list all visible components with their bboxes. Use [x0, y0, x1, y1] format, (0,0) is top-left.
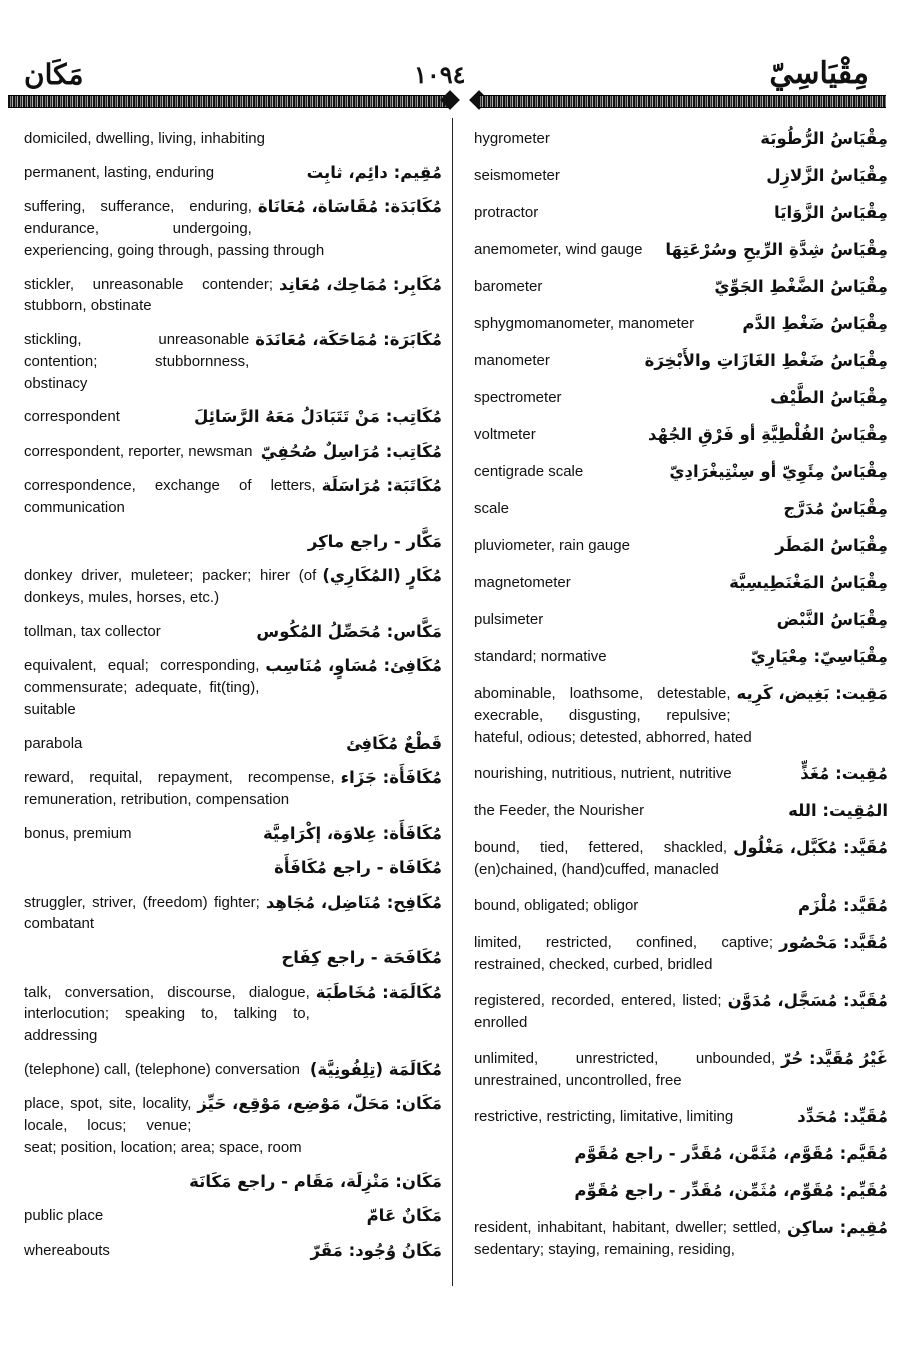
dictionary-entry — [474, 932, 888, 976]
dictionary-entry — [24, 823, 442, 846]
dictionary-entry — [474, 1180, 888, 1203]
arabic-headword: مَكَان: مَنْزِلَة، مَقَام - راجع مَكَانَة — [189, 1171, 442, 1191]
english-definition: hygrometer — [474, 130, 550, 147]
dictionary-entry — [474, 313, 888, 336]
dictionary-entry — [24, 196, 442, 261]
english-definition: correspondent — [24, 408, 120, 426]
english-definition: equivalent, equal; corresponding, commensurate; adequate, fit(ting), suitable — [24, 657, 260, 718]
english-definition: (telephone) call, (telephone) conversation — [24, 1060, 300, 1078]
dictionary-entry — [474, 239, 888, 262]
english-definition: public place — [24, 1207, 104, 1224]
dictionary-entry — [24, 565, 442, 609]
dictionary-entry — [474, 646, 888, 669]
dictionary-entry — [474, 763, 888, 786]
arabic-headword: مِقْيَاسٌ مُدَرَّج — [783, 499, 888, 518]
arabic-headword: مُكَافَاة - راجع مُكَافَأَة — [274, 858, 442, 877]
arabic-headword: مُقَيَّد: مَحْصُور — [779, 932, 888, 952]
english-definition: parabola — [24, 734, 83, 752]
english-definition: the Feeder, the Nourisher — [474, 801, 645, 819]
dictionary-entry — [474, 535, 888, 558]
arabic-headword: مُكَالَمَة: مُخَاطَبَة — [315, 982, 442, 1002]
english-definition: stickling, unreasonable contention; stubbornness, obstinacy — [24, 331, 250, 392]
arabic-headword: مُقِيم: دائِم، ثابِت — [306, 162, 442, 182]
arabic-headword: مِقْيَاسُ الرُّطُوبَة — [760, 129, 888, 148]
english-definition: bonus, premium — [24, 824, 132, 842]
arabic-headword: مُكَابِر: مُمَاحِك، مُعَانِد — [278, 274, 442, 294]
dictionary-entry — [24, 128, 442, 150]
arabic-headword: مِقْيَاسُ النَّبْض — [776, 610, 888, 629]
dictionary-entry — [474, 990, 888, 1034]
english-definition: domiciled, dwelling, living, inhabiting — [24, 130, 265, 147]
arabic-headword: مُكَاتِب: مُرَاسِلٌ صُحُفِيّ — [260, 441, 442, 461]
arabic-headword: مَكَّاس: مُحَصِّلُ المُكُوس — [256, 621, 442, 641]
arabic-headword: مِقْيَاسٌ مِئَوِيّ أو سِنْتِيغْرَادِيّ — [669, 462, 888, 481]
arabic-headword: المُقِيت: الله — [788, 800, 888, 820]
english-definition: suffering, sufferance, enduring, endurance, undergoing, experiencing, going through, passing through — [24, 198, 325, 259]
dictionary-entry — [474, 276, 888, 299]
english-definition: whereabouts — [24, 1241, 110, 1259]
dictionary-entry — [474, 202, 888, 225]
english-definition: magnetometer — [474, 574, 571, 591]
dictionary-entry — [474, 1048, 888, 1092]
header-right-word: مِقْيَاسِيّ — [769, 56, 869, 91]
english-definition: place, spot, site, locality, locale, locus; venue; seat; position, location; area; space, room — [24, 1095, 302, 1156]
arabic-headword: مُكَابَرَة: مُمَاحَكَة، مُعَانَدَة — [255, 330, 442, 349]
arabic-headword: مُكَابَدَة: مُقَاسَاة، مُعَانَاة — [257, 197, 442, 217]
arabic-headword: مُقَيَّد: مُكَبَّل، مَغْلُول — [733, 837, 888, 857]
dictionary-entry — [24, 982, 442, 1047]
dictionary-entry — [24, 767, 442, 811]
arabic-headword: مُقَيِّم: مُقَوِّم، مُثَمِّن، مُقَدِّر - راجع مُقَوِّم — [574, 1180, 888, 1200]
english-definition: resident, inhabitant, habitant, dweller; settled, sedentary; staying, remaining, residing, — [474, 1218, 782, 1258]
arabic-headword: مَكَانُ وُجُود: مَقَرّ — [310, 1240, 442, 1260]
english-definition: restrictive, restricting, limitative, limiting — [474, 1107, 734, 1125]
arabic-headword: مَقِيت: بَغِيض، كَرِيه — [736, 684, 888, 703]
english-definition: correspondent, reporter, newsman — [24, 442, 253, 460]
english-definition: scale — [474, 500, 510, 517]
arabic-headword: مِقْيَاسُ المَطَر — [775, 536, 888, 555]
arabic-headword: غَيْرُ مُقَيَّد: حُرّ — [781, 1048, 888, 1068]
arabic-headword: مُكَافِح: مُنَاضِل، مُجَاهِد — [265, 892, 442, 912]
dictionary-entry — [474, 800, 888, 823]
header-rule-left — [8, 95, 448, 108]
dictionary-entry — [24, 655, 442, 720]
arabic-headword: مُقَيَّد: مُسَجَّل، مُدَوَّن — [727, 990, 888, 1010]
english-definition: abominable, loathsome, detestable, execrable, disgusting, repulsive; hateful, odious; detested, abhorred, hated — [474, 685, 752, 746]
dictionary-entry — [474, 683, 888, 748]
english-definition: reward, requital, repayment, recompense, remuneration, retribution, compensation — [24, 769, 335, 808]
dictionary-entry — [24, 162, 442, 185]
arabic-headword: مَكَّار - راجع ماكِر — [307, 531, 442, 551]
english-definition: struggler, striver, (freedom) fighter; combatant — [24, 893, 260, 933]
english-definition: talk, conversation, discourse, dialogue, interlocution; speaking to, talking to, addressing — [24, 983, 310, 1044]
english-definition: sphygmomanometer, manometer — [474, 315, 695, 332]
english-definition: protractor — [474, 204, 539, 221]
arabic-headword: مُكَاتَبَة: مُرَاسَلَة — [321, 476, 442, 496]
header-rule-right — [478, 95, 886, 108]
english-definition: bound, obligated; obligor — [474, 896, 639, 914]
dictionary-entry — [24, 531, 442, 554]
english-definition: voltmeter — [474, 426, 536, 443]
english-definition: centigrade scale — [474, 463, 584, 480]
dictionary-entry — [474, 1143, 888, 1166]
dictionary-entry — [474, 387, 888, 410]
arabic-headword: مَكَان: مَحَلّ، مَوْضِع، مَوْقِع، حَيِّز — [197, 1094, 442, 1114]
dictionary-entry — [24, 1059, 442, 1082]
dictionary-entry — [24, 406, 442, 429]
right-column — [474, 128, 888, 1275]
column-divider — [452, 118, 453, 1286]
arabic-headword: مُكَافِئ: مُسَاوٍ، مُنَاسِب — [265, 656, 442, 676]
arabic-headword: مَكَانٌ عَامّ — [366, 1206, 442, 1225]
dictionary-entry — [24, 947, 442, 970]
dictionary-entry — [24, 733, 442, 756]
arabic-headword: مِقْيَاسُ شِدَّةِ الرِّيحِ وسُرْعَتِهَا — [665, 240, 888, 259]
header-left-word: مَكَان — [24, 58, 84, 91]
english-definition: permanent, lasting, enduring — [24, 163, 215, 181]
english-definition: manometer — [474, 352, 550, 369]
dictionary-entry — [474, 572, 888, 595]
left-column — [24, 128, 442, 1274]
arabic-headword: مُكَافَحَة - راجع كِفَاح — [281, 948, 442, 967]
arabic-headword: مِقْيَاسُ الضَّغْطِ الجَوِّيّ — [714, 277, 888, 296]
arabic-headword: مِقْيَاسُ ضَغْطِ الدَّم — [742, 314, 888, 333]
arabic-headword: مِقْيَاسُ المَغْنَطِيسِيَّة — [729, 573, 888, 592]
dictionary-entry — [474, 165, 888, 188]
english-definition: seismometer — [474, 167, 560, 184]
english-definition: anemometer, wind gauge — [474, 241, 643, 258]
english-definition: pluviometer, rain gauge — [474, 537, 630, 554]
dictionary-entry — [474, 498, 888, 521]
english-definition: pulsimeter — [474, 611, 544, 628]
arabic-headword: مِقْيَاسُ الفُلْطِيَّةِ أو فَرْقِ الجُهْد — [648, 425, 888, 444]
arabic-headword: مِقْيَاسُ الطَّيْف — [770, 388, 888, 407]
dictionary-entry — [474, 1106, 888, 1129]
english-definition: nourishing, nutritious, nutrient, nutritive — [474, 764, 732, 782]
arabic-headword: قَطْعٌ مُكَافِئ — [346, 733, 442, 753]
arabic-headword: مِقْيَاسُ ضَغْطِ الغَازَاتِ والأَبْخِرَة — [644, 351, 888, 370]
dictionary-entry — [474, 837, 888, 881]
arabic-headword: مُقَيَّد: مُلْزَم — [797, 895, 888, 915]
dictionary-entry — [24, 475, 442, 519]
dictionary-entry — [474, 128, 888, 151]
english-definition: registered, recorded, entered, listed; enrolled — [474, 991, 722, 1031]
dictionary-entry — [474, 895, 888, 918]
arabic-headword: مِقْيَاسِيّ: مِعْيَارِيّ — [750, 647, 888, 666]
arabic-headword: مُقِيم: ساكِن — [787, 1217, 888, 1237]
arabic-headword: مُكَالَمَة (تِلِفُونِيَّة) — [309, 1059, 442, 1079]
english-definition: spectrometer — [474, 389, 562, 406]
arabic-headword: مُقَيَّم: مُقَوَّم، مُثَمَّن، مُقَدَّر - راجع مُقَوَّم — [574, 1143, 888, 1163]
english-definition: tollman, tax collector — [24, 622, 161, 640]
dictionary-entry — [24, 274, 442, 318]
arabic-headword: مِقْيَاسُ الزَّلازِل — [766, 166, 888, 185]
english-definition: bound, tied, fettered, shackled, (en)chained, (hand)cuffed, manacled — [474, 838, 728, 878]
english-definition: standard; normative — [474, 648, 607, 665]
dictionary-entry — [474, 461, 888, 484]
dictionary-entry — [474, 609, 888, 632]
dictionary-entry — [24, 1240, 442, 1263]
english-definition: stickler, unreasonable contender; stubborn, obstinate — [24, 275, 273, 315]
dictionary-entry — [24, 621, 442, 644]
arabic-headword: مُكَافَأَة: عِلاوَة، إكْرَامِيَّة — [262, 823, 442, 843]
arabic-headword: مُكَاتِب: مَنْ تَتَبَادَلُ مَعَهُ الرَّسَائِلَ — [194, 407, 442, 427]
dictionary-entry — [474, 1217, 888, 1261]
arabic-headword: مُكَارٍ (المُكَارِي) — [322, 566, 442, 586]
dictionary-entry — [24, 1205, 442, 1228]
dictionary-entry — [24, 441, 442, 464]
english-definition: barometer — [474, 278, 543, 295]
dictionary-entry — [474, 424, 888, 447]
dictionary-entry — [474, 350, 888, 373]
arabic-headword: مُكَافَأَة: جَزَاء — [340, 768, 442, 787]
english-definition: unlimited, unrestricted, unbounded, unrestrained, uncontrolled, free — [474, 1049, 776, 1089]
dictionary-entry — [24, 892, 442, 936]
arabic-headword: مِقْيَاسُ الزَّوَايَا — [774, 203, 888, 222]
page-number: ١٠٩٤ — [414, 60, 466, 89]
arabic-headword: مُقَيِّد: مُحَدِّد — [797, 1106, 888, 1126]
dictionary-entry — [24, 857, 442, 880]
arabic-headword: مُقِيت: مُغَذٍّ — [800, 763, 888, 783]
english-definition: limited, restricted, confined, captive; restrained, checked, curbed, bridled — [474, 933, 774, 973]
dictionary-entry — [24, 329, 442, 394]
english-definition: donkey driver, muleteer; packer; hirer (of donkeys, mules, horses, etc.) — [24, 567, 317, 606]
dictionary-entry — [24, 1093, 442, 1158]
english-definition: correspondence, exchange of letters, communication — [24, 477, 316, 516]
dictionary-entry — [24, 1171, 442, 1194]
